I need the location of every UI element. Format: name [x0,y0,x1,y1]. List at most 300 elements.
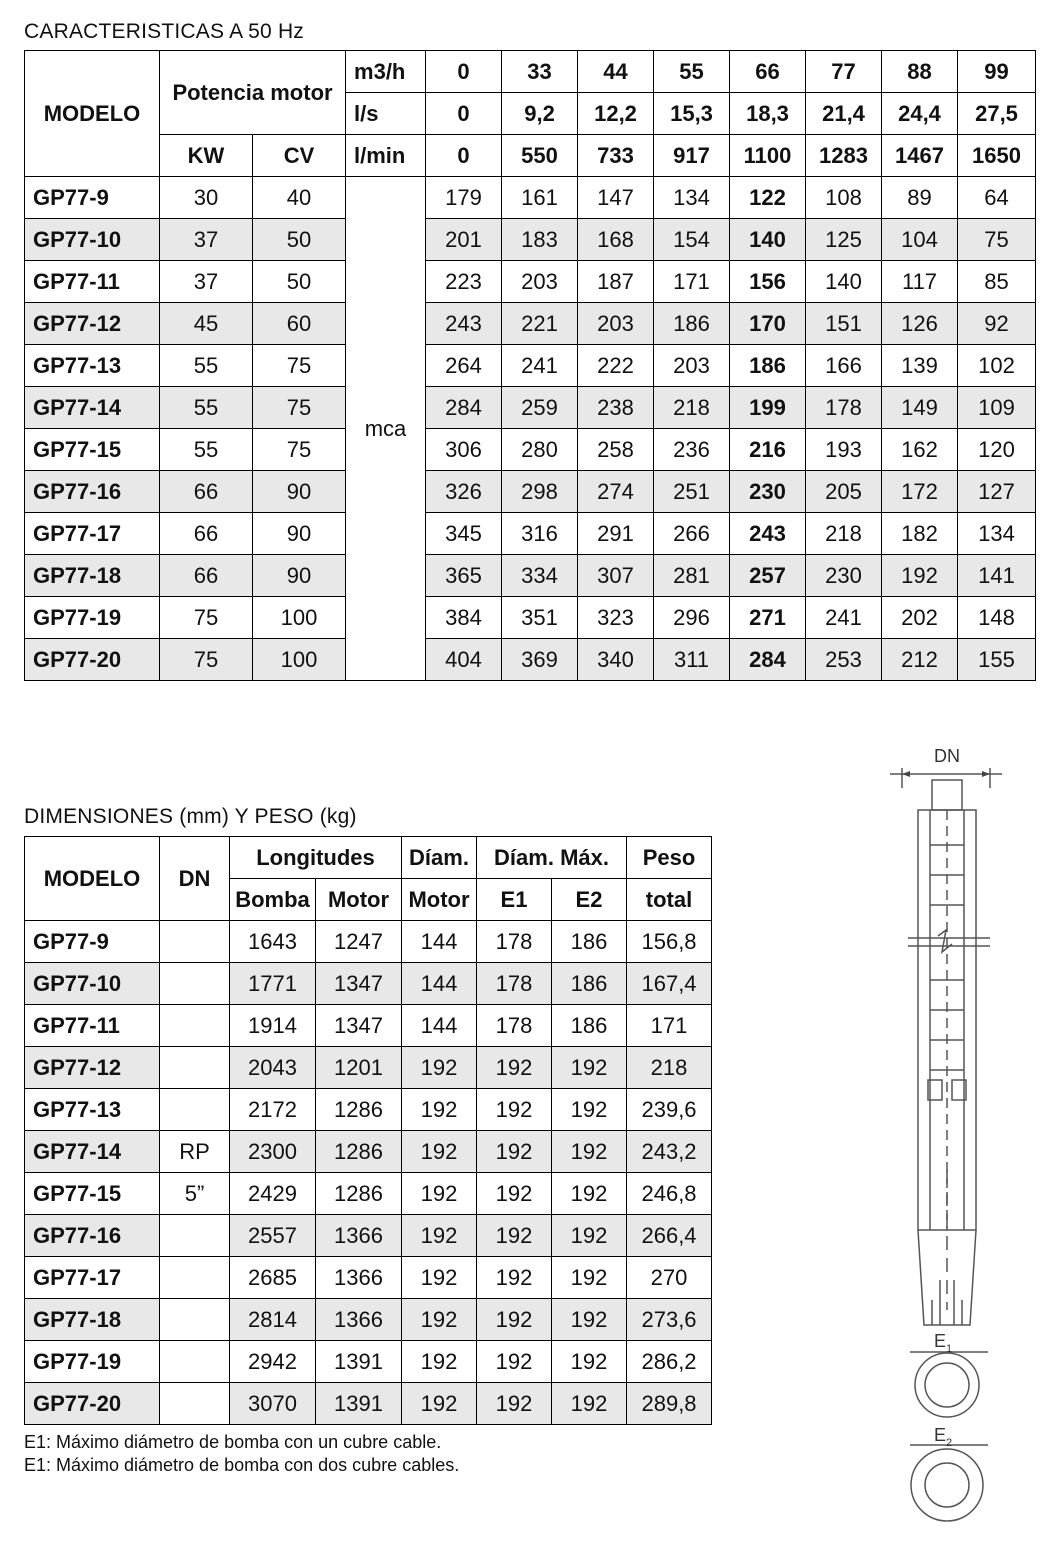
dimensions-table [24,836,712,1425]
cv-cell: 50 [253,219,346,261]
bomba-cell: 1643 [230,921,316,963]
e1-cell: 178 [477,921,552,963]
e2-cell: 192 [552,1215,627,1257]
motor-cell: 1366 [316,1299,402,1341]
motor-cell: 1366 [316,1215,402,1257]
head-value-cell: 134 [654,177,730,219]
table-row [25,639,1036,681]
header-modelo: MODELO [25,837,160,921]
cv-cell: 90 [253,555,346,597]
table-row [25,1047,712,1089]
flow-lmin-value: 917 [654,135,730,177]
header-bomba: Bomba [230,879,316,921]
table-row [25,261,1036,303]
diam-cell: 192 [402,1215,477,1257]
peso-cell: 273,6 [627,1299,712,1341]
diam-cell: 192 [402,1257,477,1299]
unit-mca-cell: mca [346,177,426,681]
model-cell: GP77-12 [25,303,160,345]
header-potencia-motor: Potencia motor [160,51,346,135]
header-peso: Peso [627,837,712,879]
header-longitudes: Longitudes [230,837,402,879]
head-value-cell: 172 [882,471,958,513]
flow-lmin-value: 1467 [882,135,958,177]
head-value-cell: 168 [578,219,654,261]
head-value-cell: 186 [654,303,730,345]
model-cell: GP77-16 [25,471,160,513]
table-row [25,1089,712,1131]
head-value-cell: 218 [654,387,730,429]
head-value-cell: 161 [502,177,578,219]
flow-ls-value: 24,4 [882,93,958,135]
model-cell: GP77-18 [25,555,160,597]
head-value-cell: 162 [882,429,958,471]
flow-m3h-value: 55 [654,51,730,93]
model-cell: GP77-9 [25,177,160,219]
table-row [25,1299,712,1341]
kw-cell: 37 [160,219,253,261]
performance-table-title: CARACTERISTICAS A 50 Hz [24,20,305,43]
cv-cell: 60 [253,303,346,345]
head-value-cell: 171 [654,261,730,303]
head-value-cell: 340 [578,639,654,681]
e1-cell: 192 [477,1173,552,1215]
dn-cell [160,1089,230,1131]
head-value-cell: 404 [426,639,502,681]
diam-cell: 192 [402,1173,477,1215]
model-cell: GP77-20 [25,1383,160,1425]
bomba-cell: 2429 [230,1173,316,1215]
header-modelo: MODELO [25,51,160,177]
model-cell: GP77-20 [25,639,160,681]
bomba-cell: 2043 [230,1047,316,1089]
peso-cell: 270 [627,1257,712,1299]
head-value-cell: 291 [578,513,654,555]
cv-cell: 75 [253,429,346,471]
head-value-cell: 334 [502,555,578,597]
model-cell: GP77-11 [25,261,160,303]
diam-cell: 192 [402,1131,477,1173]
diam-cell: 192 [402,1341,477,1383]
flow-ls-value: 27,5 [958,93,1036,135]
motor-cell: 1286 [316,1089,402,1131]
header-row-m3h [25,51,1036,93]
model-cell: GP77-13 [25,1089,160,1131]
e1-cell: 192 [477,1131,552,1173]
head-value-cell: 316 [502,513,578,555]
head-value-cell: 201 [426,219,502,261]
kw-cell: 30 [160,177,253,219]
motor-cell: 1286 [316,1173,402,1215]
cv-cell: 50 [253,261,346,303]
dn-label: DN [934,746,960,766]
bomba-cell: 2685 [230,1257,316,1299]
head-value-cell: 140 [730,219,806,261]
diam-cell: 192 [402,1089,477,1131]
head-value-cell: 251 [654,471,730,513]
motor-cell: 1366 [316,1257,402,1299]
bomba-cell: 2300 [230,1131,316,1173]
table-row [25,387,1036,429]
head-value-cell: 384 [426,597,502,639]
head-value-cell: 323 [578,597,654,639]
diam-cell: 144 [402,921,477,963]
table-row [25,597,1036,639]
performance-table [24,50,1036,681]
head-value-cell: 199 [730,387,806,429]
flow-lmin-value: 550 [502,135,578,177]
head-value-cell: 351 [502,597,578,639]
head-value-cell: 345 [426,513,502,555]
table-row [25,219,1036,261]
peso-cell: 239,6 [627,1089,712,1131]
kw-cell: 75 [160,597,253,639]
flow-m3h-value: 44 [578,51,654,93]
kw-cell: 45 [160,303,253,345]
head-value-cell: 125 [806,219,882,261]
head-value-cell: 186 [730,345,806,387]
dims-header-row-1 [25,837,712,879]
flow-ls-value: 15,3 [654,93,730,135]
bomba-cell: 2942 [230,1341,316,1383]
e2-cell: 192 [552,1257,627,1299]
e2-cell: 192 [552,1299,627,1341]
head-value-cell: 149 [882,387,958,429]
head-value-cell: 155 [958,639,1036,681]
kw-cell: 55 [160,345,253,387]
head-value-cell: 216 [730,429,806,471]
head-value-cell: 75 [958,219,1036,261]
table-row [25,1215,712,1257]
header-total: total [627,879,712,921]
head-value-cell: 187 [578,261,654,303]
motor-cell: 1347 [316,1005,402,1047]
head-value-cell: 280 [502,429,578,471]
head-value-cell: 109 [958,387,1036,429]
break-mark [908,930,990,952]
bomba-cell: 2172 [230,1089,316,1131]
flow-m3h-value: 88 [882,51,958,93]
header-kw: KW [160,135,253,177]
header-diam-motor: Motor [402,879,477,921]
dn-cell [160,921,230,963]
head-value-cell: 296 [654,597,730,639]
header-motor: Motor [316,879,402,921]
flow-m3h-value: 33 [502,51,578,93]
dn-cell: 5” [160,1173,230,1215]
head-value-cell: 64 [958,177,1036,219]
footnote-e2: E1: Máximo diámetro de bomba con dos cubre cables. [24,1455,460,1475]
head-value-cell: 259 [502,387,578,429]
e1-cell: 192 [477,1299,552,1341]
head-value-cell: 236 [654,429,730,471]
head-value-cell: 241 [502,345,578,387]
dn-cell: RP [160,1131,230,1173]
head-value-cell: 85 [958,261,1036,303]
motor-cell: 1391 [316,1383,402,1425]
flow-ls-value: 21,4 [806,93,882,135]
flow-m3h-value: 77 [806,51,882,93]
flow-ls-value: 12,2 [578,93,654,135]
head-value-cell: 203 [502,261,578,303]
kw-cell: 66 [160,471,253,513]
head-value-cell: 218 [806,513,882,555]
head-value-cell: 238 [578,387,654,429]
e2-cell: 186 [552,963,627,1005]
model-cell: GP77-19 [25,597,160,639]
header-unit-lmin: l/min [346,135,426,177]
motor-cell: 1247 [316,921,402,963]
head-value-cell: 230 [730,471,806,513]
motor-cell: 1347 [316,963,402,1005]
head-value-cell: 257 [730,555,806,597]
head-value-cell: 179 [426,177,502,219]
head-value-cell: 271 [730,597,806,639]
cv-cell: 75 [253,345,346,387]
head-value-cell: 307 [578,555,654,597]
head-value-cell: 212 [882,639,958,681]
head-value-cell: 151 [806,303,882,345]
e1-cell: 192 [477,1341,552,1383]
peso-cell: 266,4 [627,1215,712,1257]
head-value-cell: 140 [806,261,882,303]
head-value-cell: 147 [578,177,654,219]
dn-cell [160,1383,230,1425]
head-value-cell: 92 [958,303,1036,345]
head-value-cell: 141 [958,555,1036,597]
table-row [25,303,1036,345]
table-row [25,1173,712,1215]
header-unit-m3h: m3/h [346,51,426,93]
head-value-cell: 134 [958,513,1036,555]
peso-cell: 156,8 [627,921,712,963]
model-cell: GP77-10 [25,219,160,261]
table-row [25,1383,712,1425]
dn-cell [160,1257,230,1299]
cv-cell: 100 [253,597,346,639]
head-value-cell: 243 [426,303,502,345]
head-value-cell: 274 [578,471,654,513]
head-value-cell: 104 [882,219,958,261]
kw-cell: 66 [160,513,253,555]
head-value-cell: 122 [730,177,806,219]
cv-cell: 75 [253,387,346,429]
dn-cell [160,1005,230,1047]
dn-cell [160,1047,230,1089]
head-value-cell: 193 [806,429,882,471]
e2-cell: 192 [552,1173,627,1215]
dn-cell [160,1299,230,1341]
cv-cell: 90 [253,471,346,513]
head-value-cell: 192 [882,555,958,597]
model-cell: GP77-11 [25,1005,160,1047]
peso-cell: 246,8 [627,1173,712,1215]
e2-label: $E_2$ [934,1425,953,1449]
head-value-cell: 89 [882,177,958,219]
e2-cell: 186 [552,1005,627,1047]
e1-cell: 192 [477,1383,552,1425]
dimensions-table-title: DIMENSIONES (mm) Y PESO (kg) [24,805,357,828]
head-value-cell: 306 [426,429,502,471]
head-value-cell: 222 [578,345,654,387]
peso-cell: 171 [627,1005,712,1047]
table-row [25,429,1036,471]
head-value-cell: 230 [806,555,882,597]
kw-cell: 66 [160,555,253,597]
head-value-cell: 102 [958,345,1036,387]
header-dn: DN [160,837,230,921]
header-diam: Díam. [402,837,477,879]
flow-ls-value: 18,3 [730,93,806,135]
diam-cell: 192 [402,1383,477,1425]
head-value-cell: 365 [426,555,502,597]
bomba-cell: 2814 [230,1299,316,1341]
model-cell: GP77-16 [25,1215,160,1257]
head-value-cell: 148 [958,597,1036,639]
model-cell: GP77-14 [25,387,160,429]
peso-cell: 289,8 [627,1383,712,1425]
head-value-cell: 284 [730,639,806,681]
diam-cell: 192 [402,1299,477,1341]
flow-m3h-value: 99 [958,51,1036,93]
bomba-cell: 1771 [230,963,316,1005]
head-value-cell: 183 [502,219,578,261]
diam-cell: 144 [402,1005,477,1047]
head-value-cell: 166 [806,345,882,387]
head-value-cell: 253 [806,639,882,681]
flow-lmin-value: 733 [578,135,654,177]
flow-m3h-value: 0 [426,51,502,93]
model-cell: GP77-17 [25,513,160,555]
peso-cell: 167,4 [627,963,712,1005]
dn-cell [160,1215,230,1257]
head-value-cell: 266 [654,513,730,555]
head-value-cell: 221 [502,303,578,345]
dn-cell [160,963,230,1005]
flow-ls-value: 0 [426,93,502,135]
head-value-cell: 117 [882,261,958,303]
table-row [25,177,1036,219]
table-row [25,1257,712,1299]
head-value-cell: 127 [958,471,1036,513]
table-row [25,513,1036,555]
kw-cell: 37 [160,261,253,303]
flow-m3h-value: 66 [730,51,806,93]
table-row [25,471,1036,513]
model-cell: GP77-13 [25,345,160,387]
table-row [25,1131,712,1173]
bomba-cell: 2557 [230,1215,316,1257]
head-value-cell: 126 [882,303,958,345]
head-value-cell: 178 [806,387,882,429]
model-cell: GP77-18 [25,1299,160,1341]
e2-cell: 192 [552,1047,627,1089]
e1-cell: 178 [477,963,552,1005]
head-value-cell: 205 [806,471,882,513]
dn-cell [160,1341,230,1383]
head-value-cell: 203 [654,345,730,387]
e1-cell: 178 [477,1005,552,1047]
header-unit-ls: l/s [346,93,426,135]
peso-cell: 286,2 [627,1341,712,1383]
table-row [25,1005,712,1047]
e2-cell: 186 [552,921,627,963]
model-cell: GP77-9 [25,921,160,963]
head-value-cell: 281 [654,555,730,597]
motor-cell: 1201 [316,1047,402,1089]
header-e2: E2 [552,879,627,921]
model-cell: GP77-14 [25,1131,160,1173]
head-value-cell: 108 [806,177,882,219]
header-e1: E1 [477,879,552,921]
head-value-cell: 139 [882,345,958,387]
model-cell: GP77-10 [25,963,160,1005]
model-cell: GP77-12 [25,1047,160,1089]
head-value-cell: 120 [958,429,1036,471]
flow-lmin-value: 1283 [806,135,882,177]
e1-cell: 192 [477,1215,552,1257]
kw-cell: 55 [160,429,253,471]
model-cell: GP77-15 [25,429,160,471]
table-row [25,963,712,1005]
e1-cell: 192 [477,1257,552,1299]
e2-cell: 192 [552,1089,627,1131]
head-value-cell: 202 [882,597,958,639]
head-value-cell: 264 [426,345,502,387]
head-value-cell: 182 [882,513,958,555]
flow-lmin-value: 1650 [958,135,1036,177]
peso-cell: 218 [627,1047,712,1089]
table-row [25,345,1036,387]
head-value-cell: 258 [578,429,654,471]
e2-section [911,1449,983,1521]
e1-cell: 192 [477,1047,552,1089]
pump-drawing [880,740,1020,1540]
head-value-cell: 241 [806,597,882,639]
header-cv: CV [253,135,346,177]
peso-cell: 243,2 [627,1131,712,1173]
model-cell: GP77-19 [25,1341,160,1383]
head-value-cell: 170 [730,303,806,345]
e2-cell: 192 [552,1131,627,1173]
head-value-cell: 223 [426,261,502,303]
table-row [25,555,1036,597]
pump-outlet [932,780,962,810]
flow-lmin-value: 1100 [730,135,806,177]
head-value-cell: 243 [730,513,806,555]
motor-cell: 1286 [316,1131,402,1173]
head-value-cell: 369 [502,639,578,681]
head-value-cell: 156 [730,261,806,303]
motor-cell: 1391 [316,1341,402,1383]
e2-cell: 192 [552,1341,627,1383]
kw-cell: 55 [160,387,253,429]
flow-lmin-value: 0 [426,135,502,177]
cv-cell: 40 [253,177,346,219]
head-value-cell: 284 [426,387,502,429]
e1-cell: 192 [477,1089,552,1131]
table-row [25,1341,712,1383]
model-cell: GP77-15 [25,1173,160,1215]
head-value-cell: 154 [654,219,730,261]
kw-cell: 75 [160,639,253,681]
head-value-cell: 326 [426,471,502,513]
diam-cell: 144 [402,963,477,1005]
e1-label: $E_1$ [934,1331,953,1355]
flow-ls-value: 9,2 [502,93,578,135]
table-row [25,921,712,963]
header-diam-max: Díam. Máx. [477,837,627,879]
